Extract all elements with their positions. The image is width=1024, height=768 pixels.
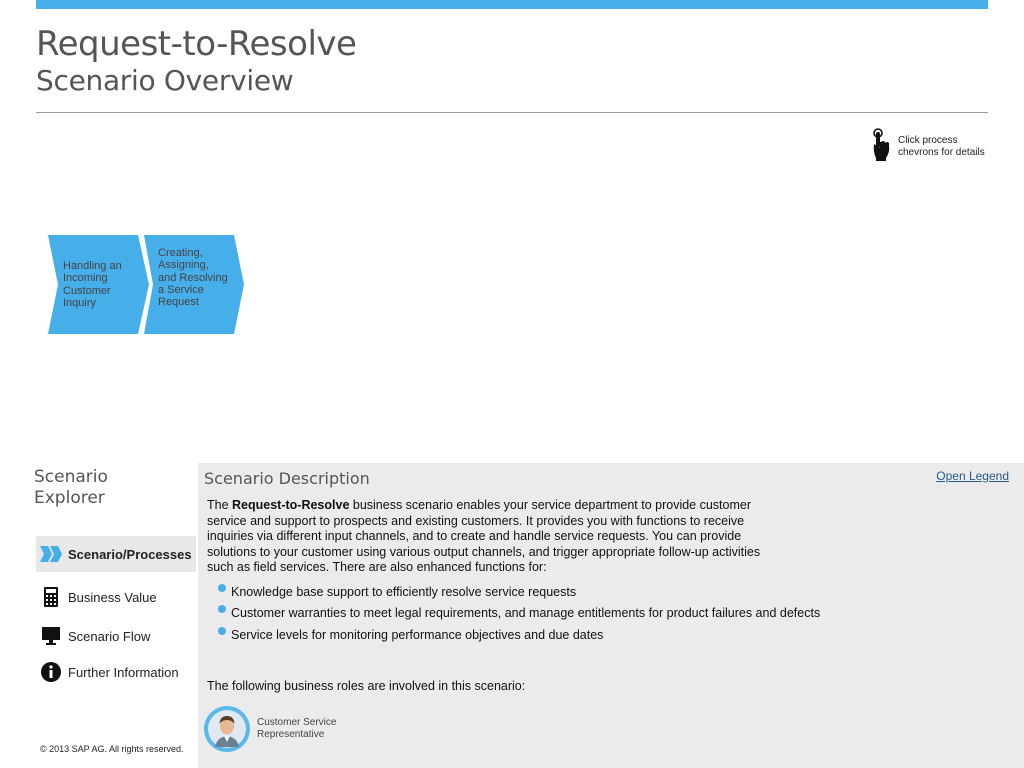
scenario-description-text: The Request-to-Resolve business scenario enables your service department to provide customer service and support to prospects and existing customers. It provides you with functions to receive inquiries via different input channels, and to create and handle service requests. You can provide solutions to your customer using various output channels, and trigger appropriate follow-up activities such as field services. There are also enhanced functions for: [207, 498, 761, 575]
monitor-icon [40, 625, 62, 647]
chevron-label: Creating, Assigning, and Resolving a Service Request [158, 247, 228, 309]
nav-item-label: Scenario Flow [68, 628, 151, 644]
list-item: Service levels for monitoring performance objectives and due dates [218, 624, 820, 646]
explorer-title: Scenario Explorer [34, 467, 108, 508]
nav-item-label: Further Information [68, 664, 179, 680]
bullet-icon [218, 584, 226, 592]
nav-item-label: Business Value [68, 589, 157, 605]
list-item: Knowledge base support to efficiently resolve service requests [218, 581, 820, 603]
nav-item-business-value[interactable] [36, 579, 196, 615]
bullet-icon [218, 627, 226, 635]
open-legend-link[interactable]: Open Legend [936, 469, 1009, 483]
nav-item-scenario-processes[interactable] [36, 536, 196, 572]
chevron-label: Handling an Incoming Customer Inquiry [63, 260, 122, 309]
nav-item-further-information[interactable] [36, 654, 196, 690]
page-title: Request-to-Resolve [36, 24, 357, 64]
role-label: Customer Service Representative [257, 717, 337, 740]
calculator-icon [40, 586, 62, 608]
roles-intro: The following business roles are involved in this scenario: [207, 679, 526, 693]
enhanced-functions-list [218, 581, 820, 646]
process-chevron-handling-inquiry[interactable] [48, 235, 150, 334]
pointing-hand-icon [870, 128, 892, 162]
copyright: © 2013 SAP AG. All rights reserved. [40, 744, 184, 754]
chevrons-icon [40, 543, 62, 565]
header-divider [36, 112, 988, 113]
bullet-icon [218, 605, 226, 613]
top-accent-bar [36, 0, 988, 9]
avatar [204, 706, 250, 752]
process-chevron-service-request[interactable] [144, 235, 246, 334]
info-icon [40, 661, 62, 683]
hint-text: Click process chevrons for details [898, 135, 985, 158]
chevron-hint [870, 128, 998, 162]
nav-item-label: Scenario/Processes [68, 546, 192, 562]
person-icon [207, 709, 247, 749]
panel-title: Scenario Description [204, 469, 370, 488]
scenario-description-panel [198, 463, 1024, 768]
scenario-name: Request-to-Resolve [232, 498, 350, 512]
role-customer-service-representative[interactable] [204, 706, 337, 752]
nav-item-scenario-flow[interactable] [36, 618, 196, 654]
page-subtitle: Scenario Overview [36, 64, 294, 97]
list-item: Customer warranties to meet legal requirements, and manage entitlements for product failures and defects [218, 603, 820, 625]
